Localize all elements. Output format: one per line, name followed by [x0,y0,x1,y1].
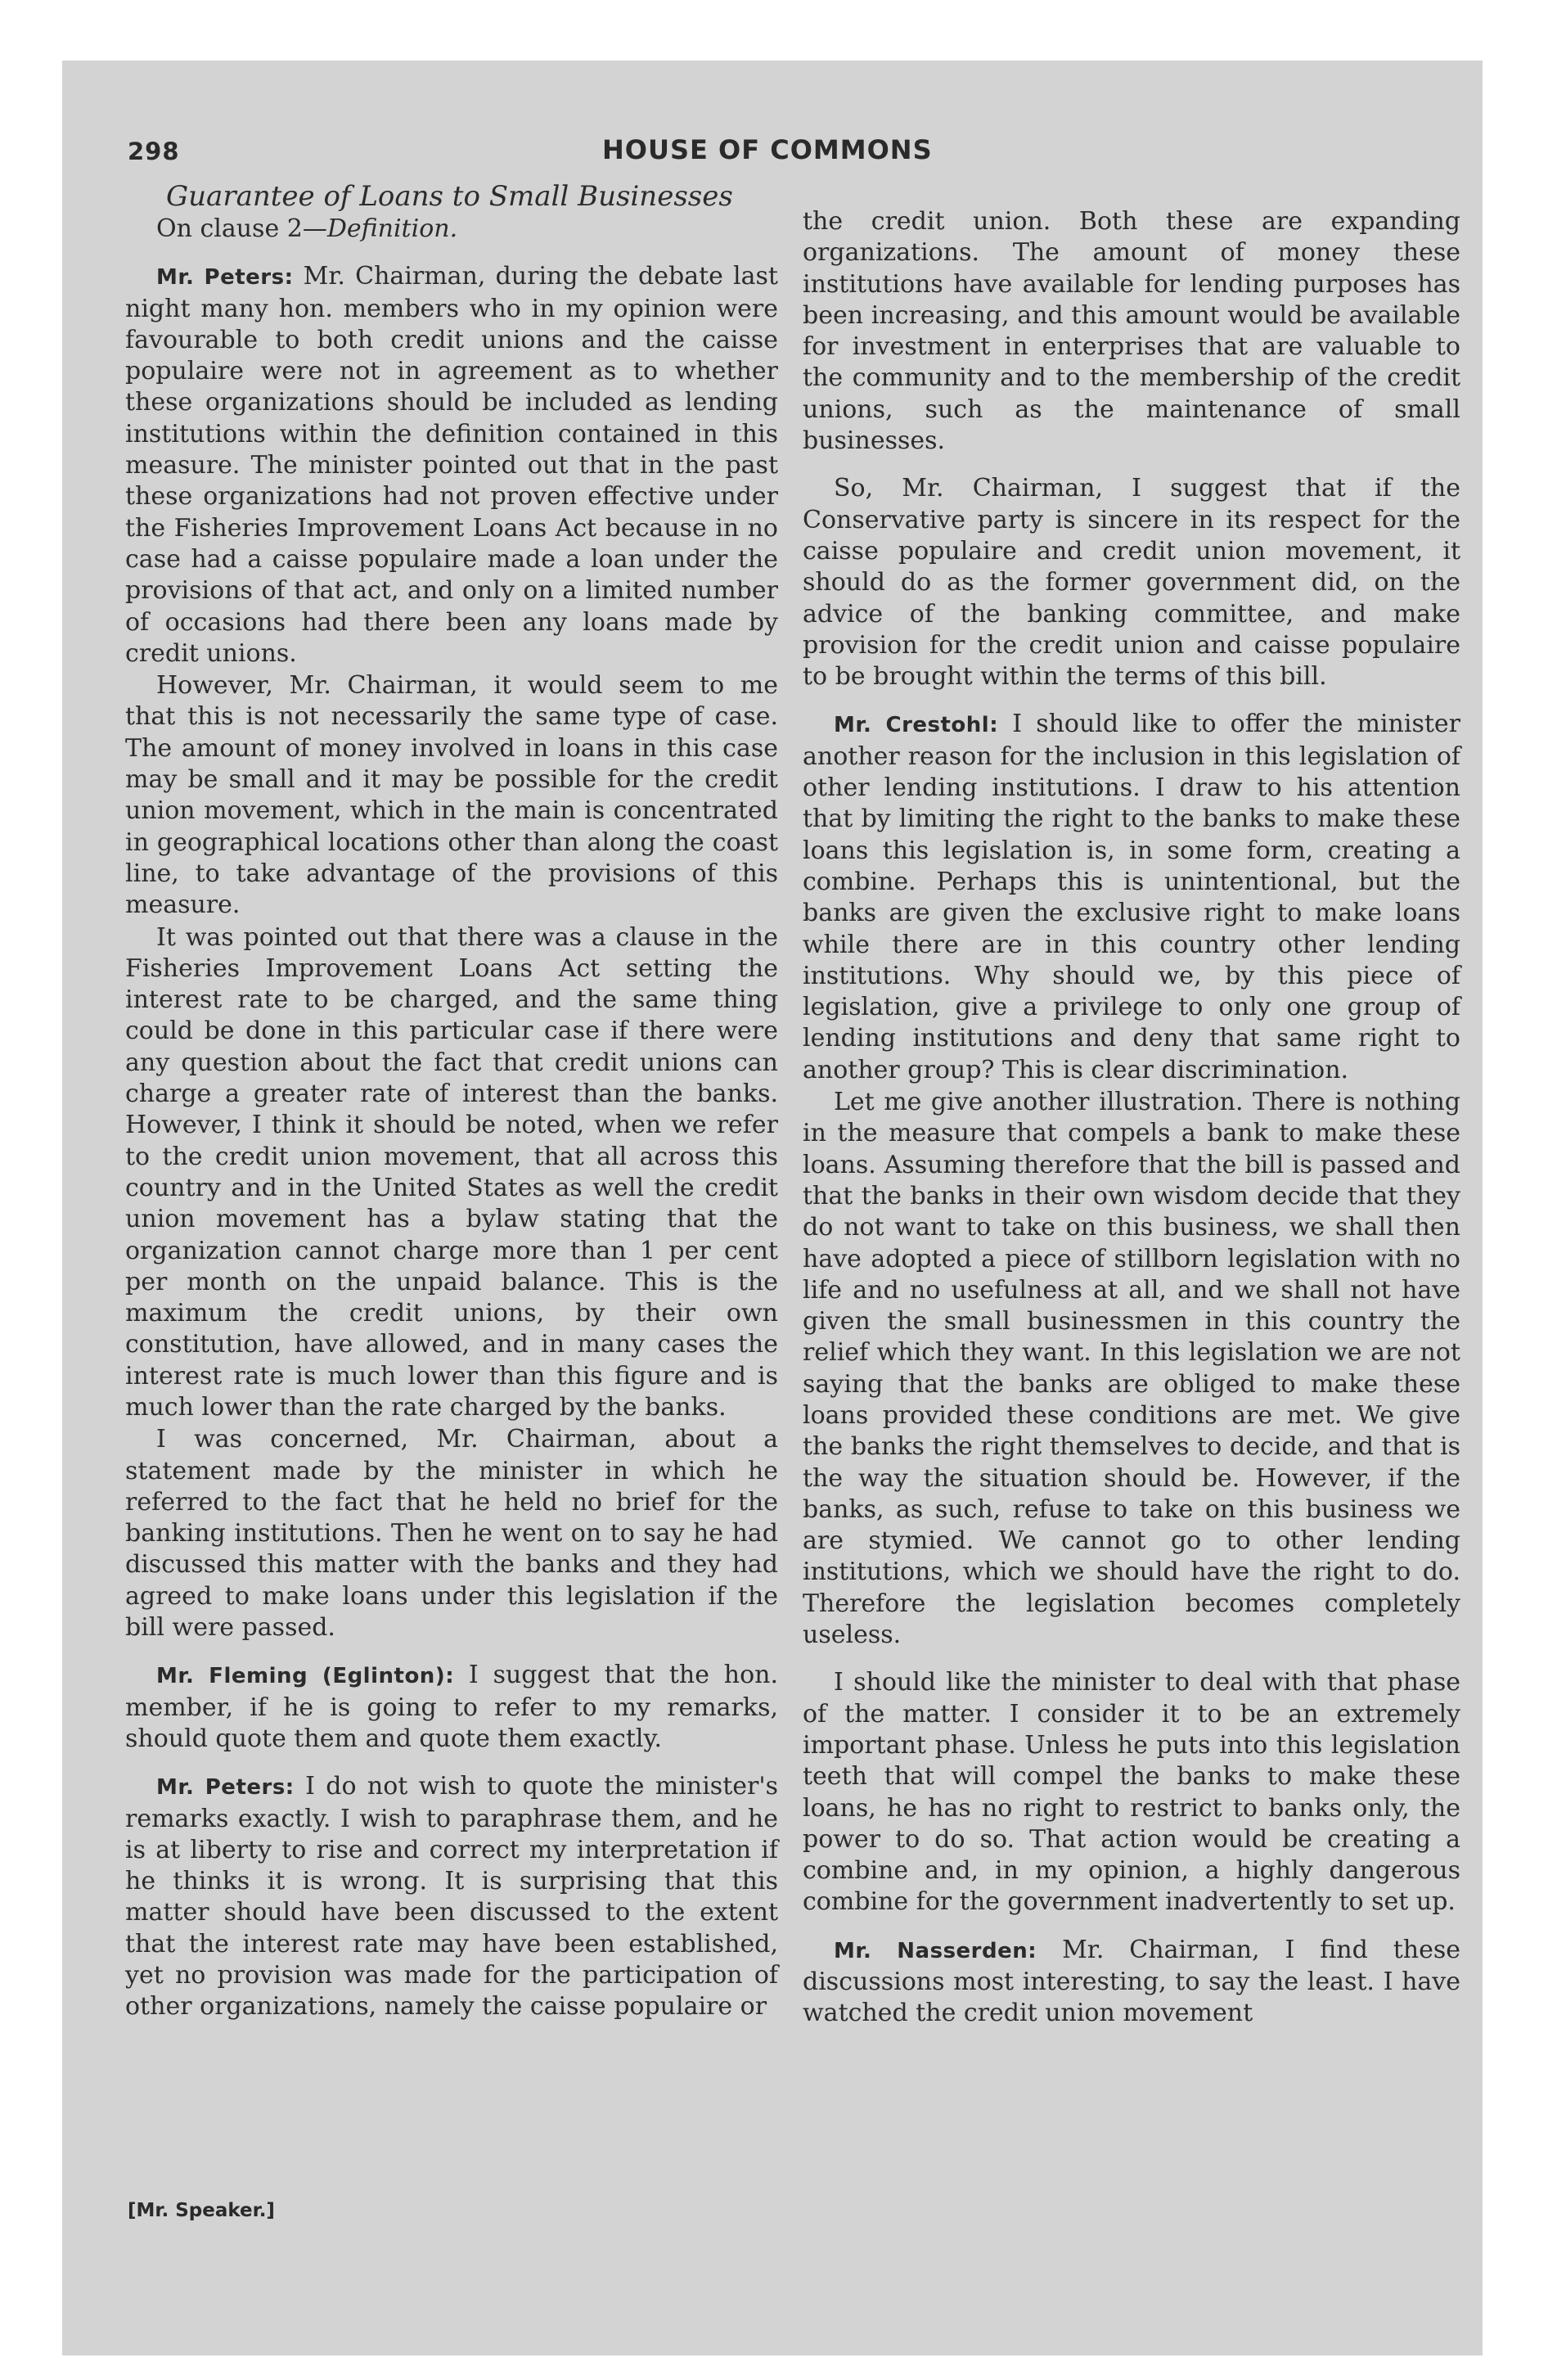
speaker-name: Mr. Peters: [156,1775,295,1801]
left-column [125,180,778,2023]
paragraph: I was concerned, Mr. Chairman, about a statement made by the minister in which he referred to the fact that he held no brief for the banking institutions. Then he went on to say he had discussed this matter with the banks and they had agreed to make loans under this legislation if the bill were passed. [125,1425,778,1643]
paragraph-text: I suggest that the hon. member, if he is going to refer to my remarks, should quote them and quote them exactly. [125,1661,778,1753]
paragraph-text: I should like to offer the minister another reason for the inclusion in this legislation of other lending institutions. I draw to his attention that by limiting the right to the banks to make these loans this legislation is, in some form, creating a combine. Perhaps this is unintentional, but the banks are given the exclusive right to make loans while there are in this country other lending institutions. Why should we, by this piece of legislation, give a privilege to only one group of lending institutions and deny that same right to another group? This is clear discrimination. [803,710,1460,1084]
right-column [803,206,1460,2030]
paragraph-text: Mr. Chairman, I find these discussions most interesting, to say the least. I have watched the credit union movement [803,1935,1461,2028]
speaker-name: Mr. Crestohl: [834,713,999,738]
paragraph-continued: the credit union. Both these are expanding organizations. The amount of money these institutions have available for lending purposes has been increasing, and this amount would be available for investment in enterprises that are valuable to the community and to the membership of the credit unions, such as the maintenance of small businesses. [803,207,1460,456]
paragraph: Let me give another illustration. There is nothing in the measure that compels a bank to make these loans. Assuming therefore that the bill is passed and that the banks in their own wisdom decide that they do not want to take on this business, we shall then have adopted a piece of stillborn legislation with no life and no usefulness at all, and we shall not have given the small businessmen in this country the relief which they want. In this legislation we are not saying that the banks are obliged to make these loans provided these conditions are met. We give the banks the right themselves to decide, and that is the way the situation should be. However, if the banks, as such, refuse to take on this business we are stymied. We cannot go to other lending institutions, which we should have the right to do. Therefore the legislation becomes completely useless. [803,1088,1460,1650]
paragraph: I should like the minister to deal with that phase of the matter. I consider it to be an extremely important phase. Unless he puts into this legislation teeth that will compel the banks to make these loans, he has no right to restrict to banks only, the power to do so. That action would be creating a combine and, in my opinion, a highly dangerous combine for the government inadvertently to set up. [803,1668,1460,1917]
page-number: 298 [128,137,180,165]
paragraph-text: Mr. Chairman, during the debate last night many hon. members who in my opinion were favourable to both credit unions and the caisse populaire were not in agreement as to whether these organizations should be included as lending institutions within the definition contained in this measure. The minister pointed out that in the past these organizations had not proven effective under the Fisheries Improvement Loans Act because in no case had a caisse populaire made a loan under the provisions of that act, and only on a limited number of occasions had there been any loans made by credit unions. [125,262,778,668]
paragraph-nasserden [803,1935,1460,2030]
paragraph-peters-2 [125,1771,778,2022]
speaker-footnote: [Mr. Speaker.] [128,2200,275,2221]
paragraph-peters-1 [125,261,778,669]
clause-prefix: On clause 2— [156,214,327,243]
clause-line [125,214,778,245]
clause-name: Definition. [326,214,458,243]
speaker-name: Mr. Fleming (Eglinton): [156,1664,455,1689]
bill-title: Guarantee of Loans to Small Businesses [166,180,733,213]
paragraph-crestohl [803,709,1460,1086]
speaker-name: Mr. Nasserden: [834,1938,1037,1963]
paragraph-fleming [125,1660,778,1755]
paragraph-text: I do not wish to quote the minister's remarks exactly. I wish to paraphrase them, and he is at liberty to rise and correct my interpretation if he thinks it is wrong. It is surprising that this matter should have been discussed to the extent that the interest rate may have been established, yet no provision was made for the participation of other organizations, namely the caisse populaire or [125,1772,778,2022]
paragraph: So, Mr. Chairman, I suggest that if the Conservative party is sincere in its respect for the caisse populaire and credit union movement, it should do as the former government did, on the advice of the banking committee, and make provision for the credit union and caisse populaire to be brought within the terms of this bill. [803,474,1460,692]
paragraph: However, Mr. Chairman, it would seem to me that this is not necessarily the same type of case. The amount of money involved in loans in this case may be small and it may be possible for the credit union movement, which in the main is concentrated in geographical locations other than along the coast line, to take advantage of the provisions of this measure. [125,671,778,920]
speaker-name: Mr. Peters: [156,265,294,291]
running-title: HOUSE OF COMMONS [602,134,933,165]
paragraph: It was pointed out that there was a clause in the Fisheries Improvement Loans Act setting the interest rate to be charged, and the same thing could be done in this particular case if there were any question about the fact that credit unions can charge a greater rate of interest than the banks. However, I think it should be noted, when we refer to the credit union movement, that all across this country and in the United States as well the credit union movement has a bylaw stating that the organization cannot charge more than 1 per cent per month on the unpaid balance. This is the maximum the credit unions, by their own constitution, have allowed, and in many cases the interest rate is much lower than this figure and is much lower than the rate charged by the banks. [125,922,778,1422]
